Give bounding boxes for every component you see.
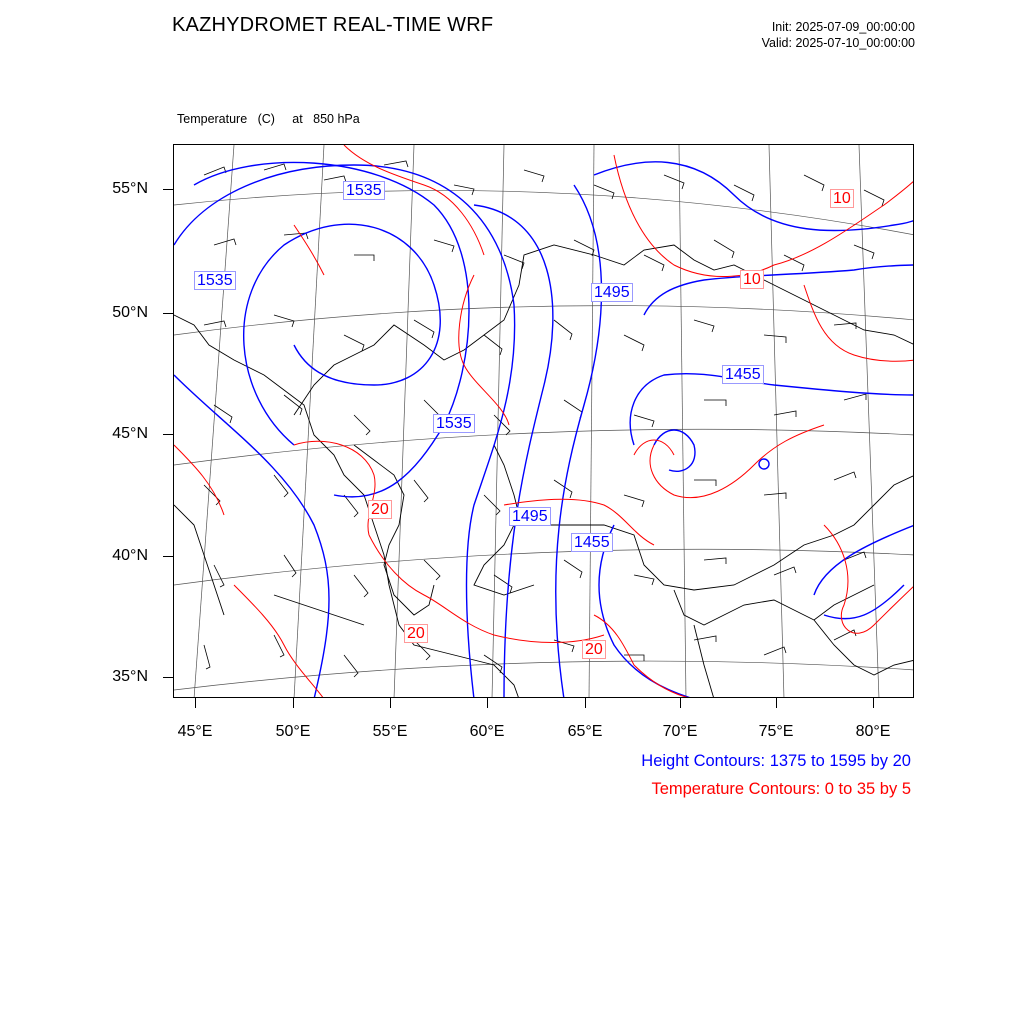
coastlines-borders bbox=[174, 245, 914, 698]
map-drawing bbox=[174, 145, 914, 698]
init-time: Init: 2025-07-09_00:00:00 bbox=[771, 20, 915, 34]
lon-label-65e: 65°E bbox=[567, 723, 603, 740]
field-temperature: Temperature (C) at 850 hPa bbox=[177, 112, 360, 126]
height-contour-label: 1535 bbox=[194, 271, 236, 290]
lon-label-70e: 70°E bbox=[662, 723, 698, 740]
chart-title: KAZHYDROMET REAL-TIME WRF bbox=[172, 14, 494, 36]
height-contour-label: 1535 bbox=[343, 181, 385, 200]
lat-label-40n: 40°N bbox=[112, 547, 148, 564]
lon-tick bbox=[390, 698, 391, 708]
wind-barbs bbox=[204, 161, 884, 677]
height-contour-legend: Height Contours: 1375 to 1595 by 20 bbox=[641, 752, 911, 770]
lon-tick bbox=[195, 698, 196, 708]
lat-tick bbox=[163, 313, 173, 314]
height-contour-label: 1495 bbox=[591, 283, 633, 302]
lon-tick bbox=[293, 698, 294, 708]
map-panel bbox=[173, 144, 914, 698]
lat-label-50n: 50°N bbox=[112, 304, 148, 321]
temperature-contour-label: 20 bbox=[582, 640, 606, 659]
lon-tick bbox=[487, 698, 488, 708]
lon-tick bbox=[585, 698, 586, 708]
lon-tick bbox=[873, 698, 874, 708]
lat-label-35n: 35°N bbox=[112, 668, 148, 685]
lon-tick bbox=[776, 698, 777, 708]
lon-label-60e: 60°E bbox=[469, 723, 505, 740]
temperature-contour-legend: Temperature Contours: 0 to 35 by 5 bbox=[651, 780, 911, 798]
lon-label-50e: 50°E bbox=[275, 723, 311, 740]
temperature-contour-label: 10 bbox=[740, 270, 764, 289]
height-contour-label: 1455 bbox=[571, 533, 613, 552]
valid-time: Valid: 2025-07-10_00:00:00 bbox=[761, 36, 915, 50]
lon-label-75e: 75°E bbox=[758, 723, 794, 740]
lat-label-45n: 45°N bbox=[112, 425, 148, 442]
lon-label-55e: 55°E bbox=[372, 723, 408, 740]
lat-tick bbox=[163, 189, 173, 190]
temperature-contour-label: 10 bbox=[830, 189, 854, 208]
lat-tick bbox=[163, 434, 173, 435]
run-time-info bbox=[762, 19, 915, 51]
height-contour-label: 1455 bbox=[722, 365, 764, 384]
height-contours bbox=[174, 162, 914, 698]
lon-tick bbox=[680, 698, 681, 708]
lat-tick bbox=[163, 677, 173, 678]
temperature-contour-label: 20 bbox=[404, 624, 428, 643]
lon-label-80e: 80°E bbox=[855, 723, 891, 740]
height-contour-label: 1495 bbox=[509, 507, 551, 526]
lon-label-45e: 45°E bbox=[177, 723, 213, 740]
lat-tick bbox=[163, 556, 173, 557]
height-contour-label: 1535 bbox=[433, 414, 475, 433]
lat-label-55n: 55°N bbox=[112, 180, 148, 197]
temperature-contour-label: 20 bbox=[368, 500, 392, 519]
